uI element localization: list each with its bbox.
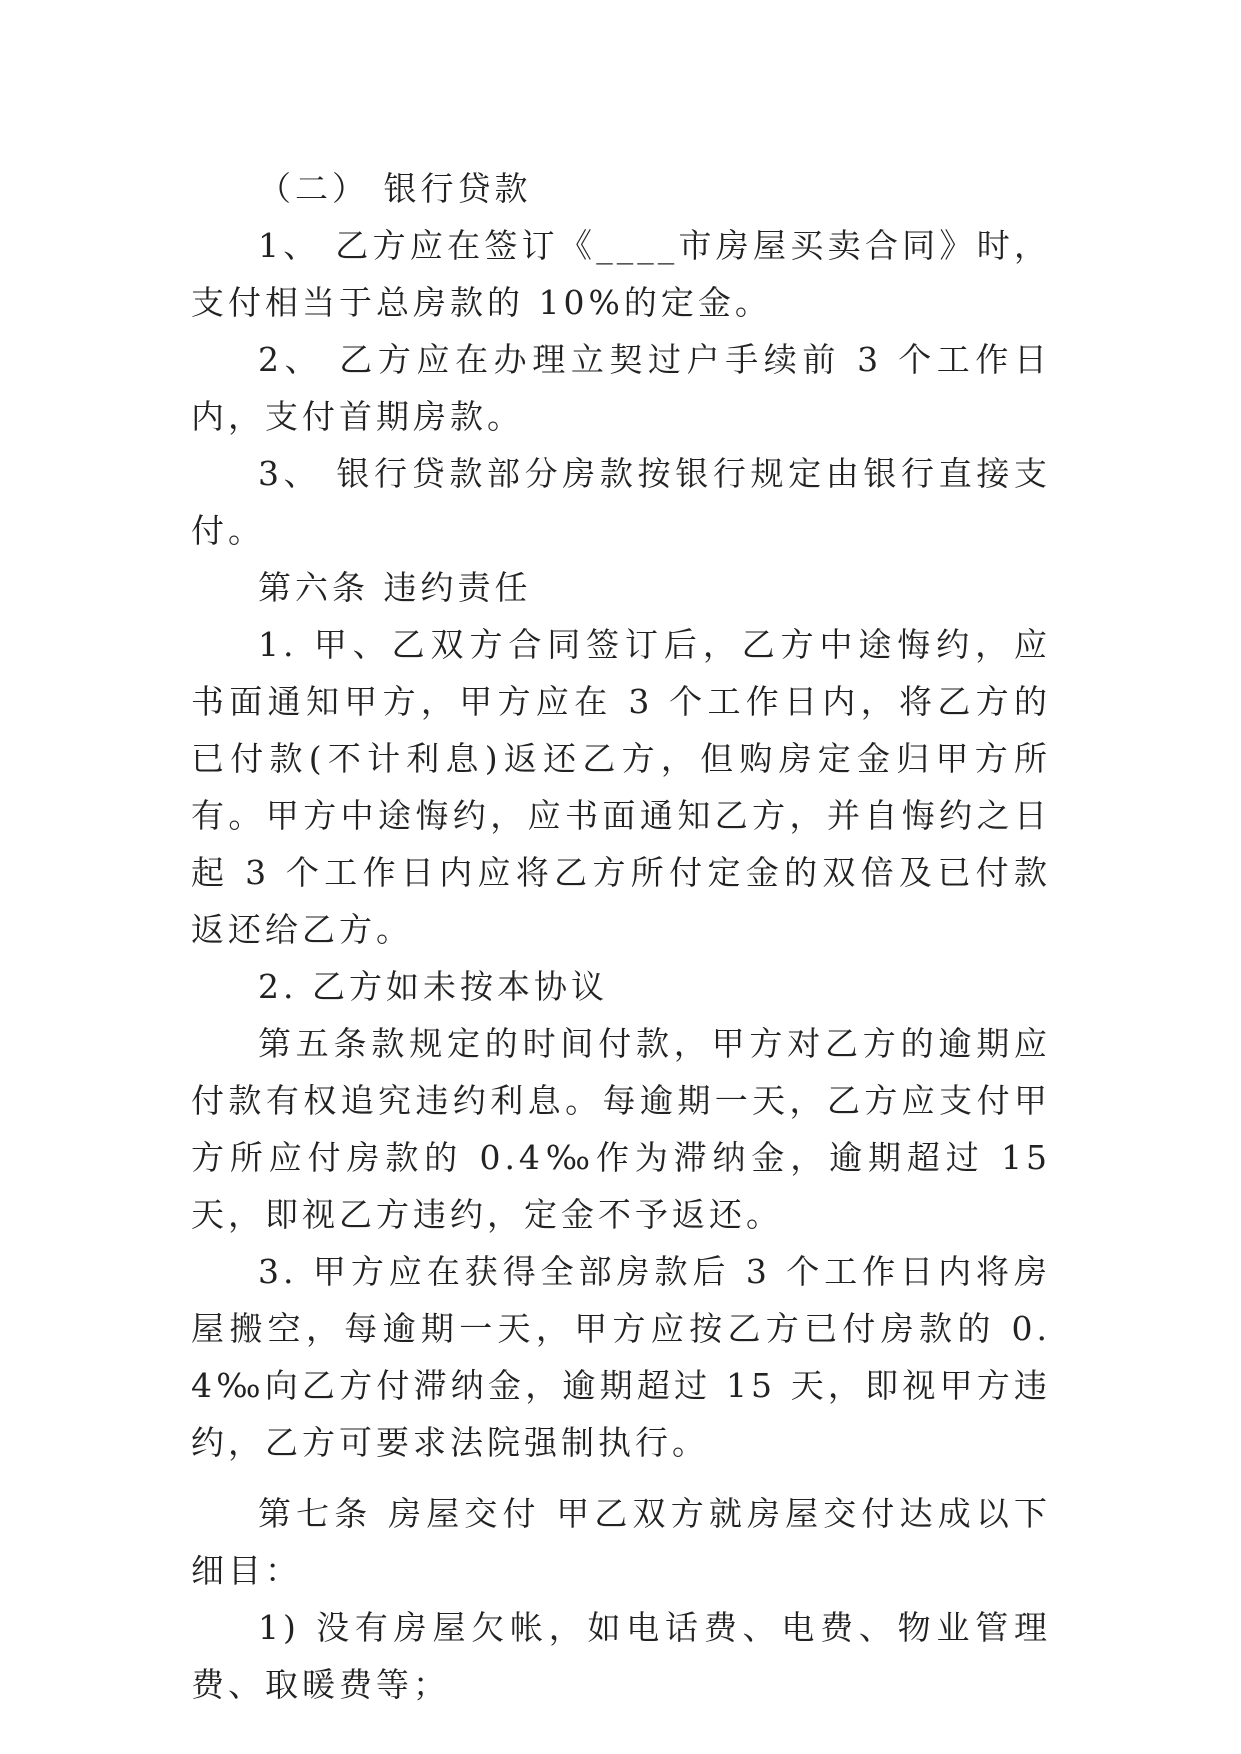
- clause-3: 3、 银行贷款部分房款按银行规定由银行直接支付。: [191, 454, 1051, 550]
- liability-2: 2. 乙方如未按本协议: [258, 967, 608, 1006]
- liability-1: 1. 甲、乙双方合同签订后，乙方中途悔约，应书面通知甲方，甲方应在 3 个工作日内，将乙方的已付款(不计利息)返还乙方，但购房定金归甲方所有。甲方中途悔约，应书面通知乙方，并自悔约之日起 3 个工作日内应将乙方所付定金的双倍及已付款返还给乙方。: [191, 625, 1051, 949]
- article-6-heading: 第六条 违约责任: [258, 568, 532, 607]
- bank-loan-heading: （二） 银行贷款: [258, 169, 532, 208]
- clause-2: 2、 乙方应在办理立契过户手续前 3 个工作日内，支付首期房款。: [191, 340, 1051, 436]
- document-body: [191, 160, 1051, 1713]
- liability-3: 3. 甲方应在获得全部房款后 3 个工作日内将房屋搬空，每逾期一天，甲方应按乙方已付房款的 0.4‰向乙方付滞纳金，逾期超过 15 天，即视甲方违约，乙方可要求法院强制执行。: [191, 1252, 1051, 1462]
- clause-1: 1、 乙方应在签订《____市房屋买卖合同》时，支付相当于总房款的 10%的定金。: [191, 226, 1051, 322]
- article-7-heading: 第七条 房屋交付 甲乙双方就房屋交付达成以下细目：: [191, 1494, 1051, 1590]
- liability-2-continued: 第五条款规定的时间付款，甲方对乙方的逾期应付款有权追究违约利息。每逾期一天，乙方应支付甲方所应付房款的 0.4‰作为滞纳金，逾期超过 15 天，即视乙方违约，定金不予返还。: [191, 1024, 1051, 1234]
- delivery-item-1: 1) 没有房屋欠帐，如电话费、电费、物业管理费、取暖费等；: [191, 1608, 1051, 1704]
